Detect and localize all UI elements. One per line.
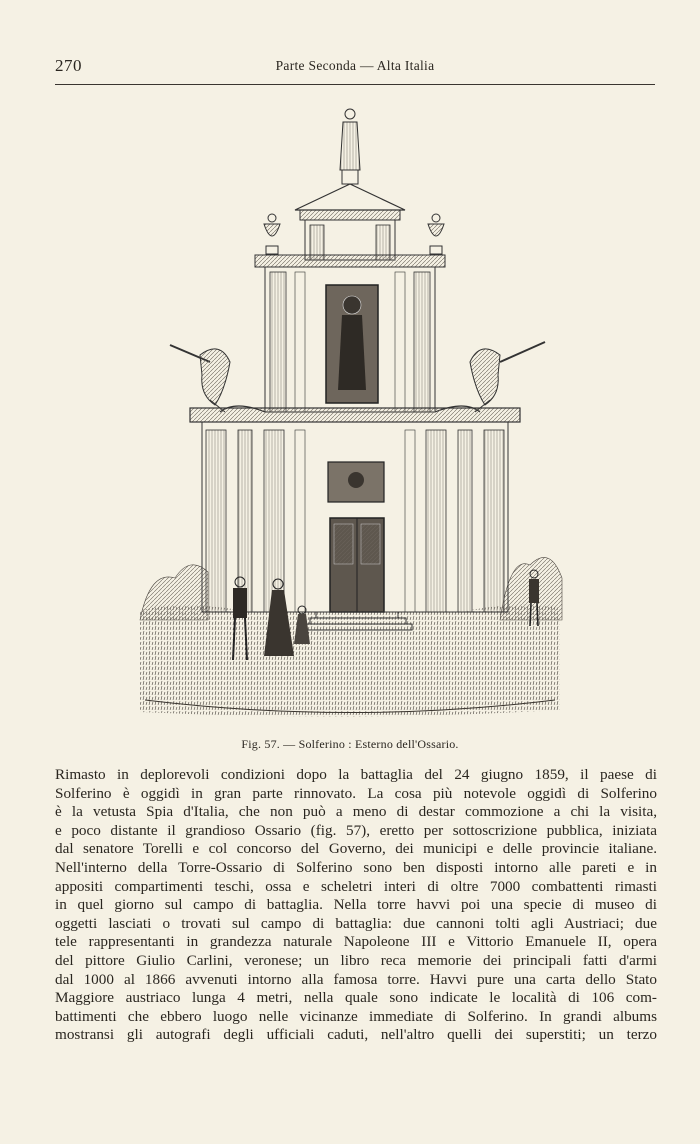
figure-caption: Fig. 57. — Solferino : Esterno dell'Ossario. bbox=[241, 737, 459, 751]
text-line: appositi compartimenti teschi, ossa e scheletri interi di oltre 7000 combattenti rimasti bbox=[55, 877, 657, 895]
text-line: Maggiore austriaco lunga 4 metri, nella quale sono indicate le località di 106 com- bbox=[55, 989, 657, 1007]
trees-left bbox=[140, 565, 208, 620]
text-line: Solferino è oggidì in gran parte rinnovato. La cosa più notevole oggidì di Solferino bbox=[55, 784, 657, 802]
header-rule bbox=[55, 84, 655, 85]
urn-right bbox=[428, 214, 444, 254]
text-line: è la vetusta Spia d'Italia, che non può a meno di destar commozione a chi la visita, bbox=[55, 803, 657, 821]
text-line: in quel giorno sul campo di battaglia. Nella torre havvi poi una specie di museo di bbox=[55, 896, 657, 914]
page-number: 270 bbox=[55, 56, 82, 75]
text-line: oggetti lasciati o trovati sul campo di battaglia: due cannoni tolti agli Austriaci; due bbox=[55, 914, 657, 932]
ground bbox=[140, 605, 560, 717]
pediment bbox=[295, 184, 405, 210]
text-line: dal senatore Torelli e col concorso del Governo, dei municipi e delle provincie italiane. bbox=[55, 840, 657, 858]
ossuary-illustration bbox=[130, 100, 570, 730]
urn-left bbox=[264, 214, 280, 254]
text-line: e poco distante il grandioso Ossario (fig. 57), eretto per sottoscrizione pubblica, iniziata bbox=[55, 821, 657, 839]
main-cornice bbox=[190, 408, 520, 422]
text-line: mostransi gli autografi degli ufficiali caduti, nell'altro quelli dei superstiti; un terzo bbox=[55, 1026, 657, 1044]
text-line: battimenti che ebbero luogo nelle vicinanze immediate di Solferino. In grandi albums bbox=[55, 1007, 657, 1025]
text-line: Nell'interno della Torre-Ossario di Solferino sono ben disposti intorno alle pareti e in bbox=[55, 858, 657, 876]
angel-left bbox=[170, 345, 230, 412]
text-line: tele rappresentanti in grandezza naturale Napoleone III e Vittorio Emanuele II, opera bbox=[55, 933, 657, 951]
page-header bbox=[55, 56, 655, 78]
text-line: dal 1000 al 1866 avvenuti intorno alla famosa torre. Havvi pure una carta dello Stato bbox=[55, 970, 657, 988]
running-head: Parte Seconda — Alta Italia bbox=[275, 58, 435, 73]
top-statue bbox=[340, 109, 360, 184]
angel-right bbox=[470, 342, 545, 412]
text-line: Rimasto in deplorevoli condizioni dopo la battaglia del 24 giugno 1859, il paese di bbox=[55, 766, 657, 783]
text-line: del pittore Giulio Carlini, veronese; un libro reca memorie dei principali fatti d'armi bbox=[55, 951, 657, 969]
body-paragraph bbox=[55, 766, 657, 1045]
